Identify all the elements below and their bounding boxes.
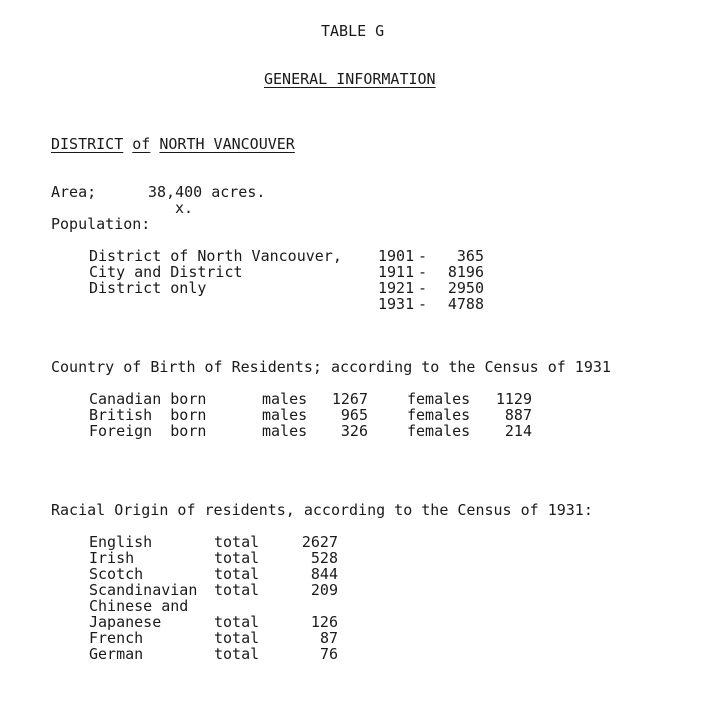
racial-value: 528 bbox=[310, 549, 338, 567]
birth-males: 1267 bbox=[331, 390, 368, 408]
birth-males: 965 bbox=[340, 406, 368, 424]
birth-heading: Country of Birth of Residents; according to the Census of 1931 bbox=[51, 358, 611, 376]
birth-females-label: females bbox=[407, 422, 471, 440]
racial-total-label: total bbox=[214, 549, 260, 567]
area-label: Area; bbox=[51, 183, 97, 201]
racial-total-label: total bbox=[214, 581, 260, 599]
district-heading-part1: DISTRICT bbox=[51, 135, 124, 153]
population-name: City and District bbox=[89, 263, 243, 281]
population-name: District of North Vancouver, bbox=[89, 247, 342, 265]
racial-total-label: total bbox=[214, 629, 260, 647]
population-value: 4788 bbox=[447, 295, 484, 313]
population-year: 1921 bbox=[378, 279, 415, 297]
racial-value: 126 bbox=[310, 613, 338, 631]
racial-value: 209 bbox=[310, 581, 338, 599]
district-heading-part2: of bbox=[132, 135, 151, 153]
population-label: Population: bbox=[51, 215, 151, 233]
birth-males-label: males bbox=[262, 406, 308, 424]
population-year: 1901 bbox=[378, 247, 415, 265]
racial-total-label: total bbox=[214, 645, 260, 663]
birth-origin: Canadian born bbox=[89, 390, 207, 408]
population-value: 365 bbox=[456, 247, 484, 265]
population-year: 1911 bbox=[378, 263, 415, 281]
birth-males-label: males bbox=[262, 390, 308, 408]
district-heading-part3: NORTH VANCOUVER bbox=[159, 135, 295, 153]
racial-origin: Japanese bbox=[89, 613, 162, 631]
table-label: TABLE G bbox=[321, 22, 385, 40]
birth-origin: British born bbox=[89, 406, 207, 424]
racial-heading: Racial Origin of residents, according to the Census of 1931: bbox=[51, 501, 593, 519]
population-dash: - bbox=[418, 295, 428, 313]
population-dash: - bbox=[418, 263, 428, 281]
district-heading bbox=[51, 136, 295, 152]
racial-origin: German bbox=[89, 645, 144, 663]
birth-females: 1129 bbox=[495, 390, 532, 408]
population-dash: - bbox=[418, 247, 428, 265]
racial-origin: English bbox=[89, 533, 153, 551]
population-name: District only bbox=[89, 279, 207, 297]
racial-value: 2627 bbox=[301, 533, 338, 551]
racial-origin: Chinese and bbox=[89, 597, 189, 615]
birth-males: 326 bbox=[340, 422, 368, 440]
racial-value: 87 bbox=[319, 629, 338, 647]
racial-value: 76 bbox=[319, 645, 338, 663]
birth-females: 887 bbox=[504, 406, 532, 424]
racial-total-label: total bbox=[214, 613, 260, 631]
racial-origin: Irish bbox=[89, 549, 135, 567]
population-year: 1931 bbox=[378, 295, 415, 313]
racial-value: 844 bbox=[310, 565, 338, 583]
birth-males-label: males bbox=[262, 422, 308, 440]
racial-total-label: total bbox=[214, 533, 260, 551]
birth-origin: Foreign born bbox=[89, 422, 207, 440]
racial-origin: Scandinavian bbox=[89, 581, 198, 599]
page-heading: GENERAL INFORMATION bbox=[264, 70, 436, 88]
racial-origin: Scotch bbox=[89, 565, 144, 583]
area-value: 38,400 acres. bbox=[148, 183, 266, 201]
birth-females: 214 bbox=[504, 422, 532, 440]
racial-total-label: total bbox=[214, 565, 260, 583]
area-mark: x. bbox=[175, 199, 194, 217]
population-value: 2950 bbox=[447, 279, 484, 297]
birth-females-label: females bbox=[407, 406, 471, 424]
population-value: 8196 bbox=[447, 263, 484, 281]
birth-females-label: females bbox=[407, 390, 471, 408]
racial-origin: French bbox=[89, 629, 144, 647]
population-dash: - bbox=[418, 279, 428, 297]
